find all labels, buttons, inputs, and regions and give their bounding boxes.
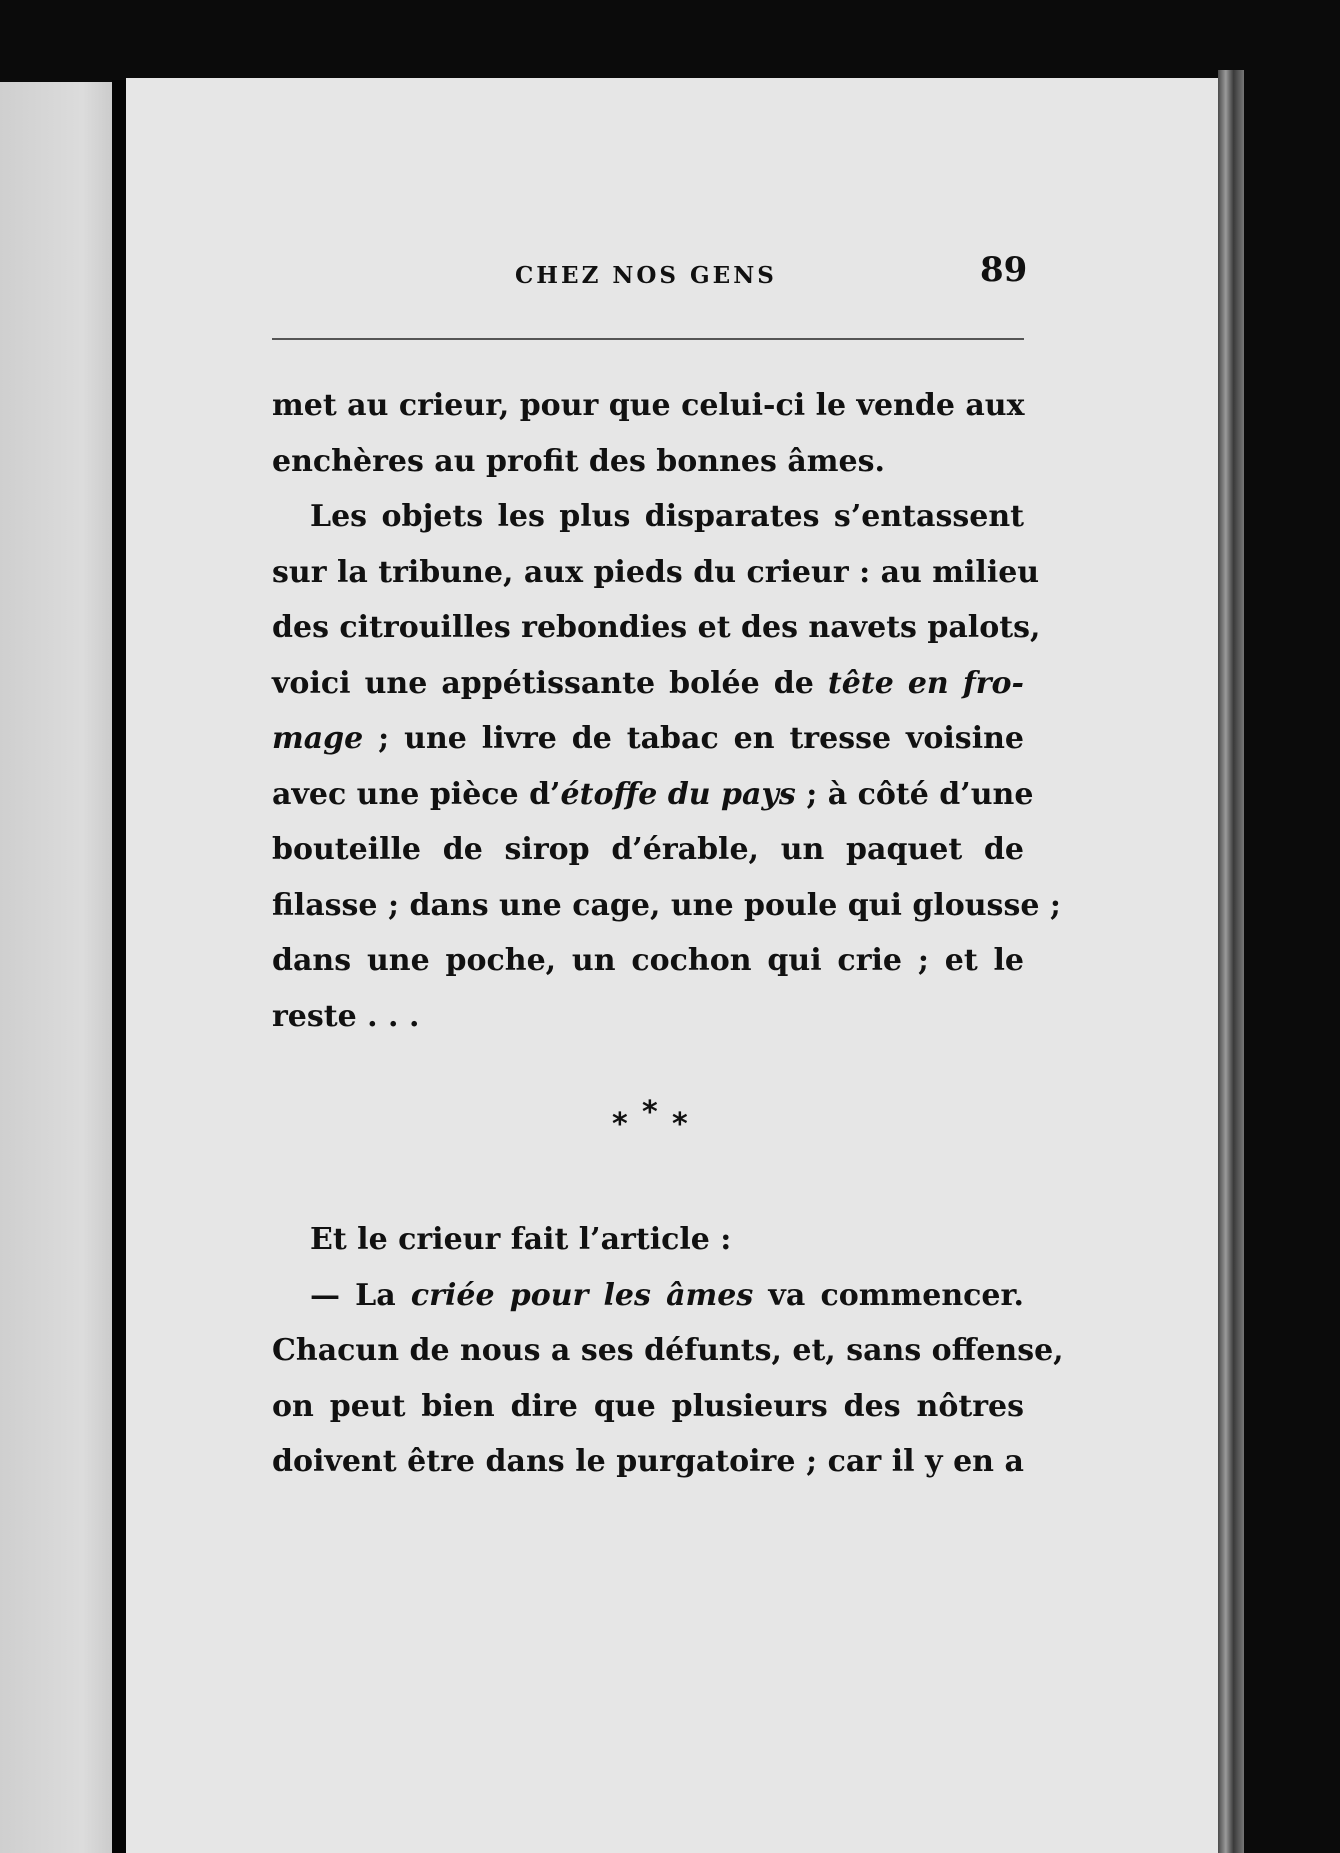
text-line: sur la tribune, aux pieds du crieur : au milieu — [272, 554, 1040, 590]
text-line — [272, 767, 1034, 823]
running-title: CHEZ NOS GENS — [515, 262, 777, 289]
text-line: met au crieur, pour que celui-ci le vende aux — [272, 388, 1025, 423]
text-block-lower — [272, 1212, 1064, 1490]
text-run: va commencer. — [753, 1277, 1024, 1313]
facing-page-edge — [0, 82, 118, 1853]
text-line: filasse ; dans une cage, une poule qui glousse ; — [272, 887, 1061, 923]
text-line: des citrouilles rebondies et des navets palots, — [272, 610, 1041, 645]
text-line: bouteille de sirop d’érable, un paquet de — [272, 832, 1024, 867]
italic-run: étoffe du pays — [560, 776, 796, 812]
text-line: enchères au profit des bonnes âmes. — [272, 443, 885, 479]
text-line — [272, 656, 1024, 712]
text-block-upper — [272, 378, 1061, 1044]
text-line: doivent être dans le purgatoire ; car il y en a — [272, 1444, 1024, 1479]
separator-star: * — [642, 1095, 658, 1130]
text-line: reste . . . — [272, 998, 420, 1034]
page-stack-edge — [1218, 70, 1244, 1853]
text-line: Les objets les plus disparates s’entassent — [310, 499, 1024, 534]
text-line: Et le crieur fait l’article : — [310, 1222, 732, 1257]
book-gutter — [112, 80, 126, 1853]
text-line: Chacun de nous a ses défunts, et, sans offense, — [272, 1333, 1064, 1368]
text-run: avec une pièce d’ — [272, 776, 561, 812]
separator-star: * — [672, 1107, 688, 1142]
text-line — [272, 711, 1024, 767]
text-run: ; à côté d’une — [795, 776, 1034, 812]
text-run: ; une livre de tabac en tresse voisine — [363, 721, 1024, 756]
text-line — [272, 1268, 1024, 1324]
italic-run: mage — [272, 721, 364, 756]
text-run: — La — [310, 1277, 411, 1313]
text-line: dans une poche, un cochon qui crie ; et le — [272, 943, 1024, 978]
header-rule — [272, 338, 1024, 340]
text-line: on peut bien dire que plusieurs des nôtres — [272, 1388, 1024, 1424]
page-number: 89 — [980, 250, 1028, 290]
separator-star: * — [612, 1107, 628, 1142]
italic-run: tête en fro- — [827, 665, 1024, 701]
text-run: voici une appétissante bolée de — [272, 665, 828, 701]
italic-run: criée pour les âmes — [410, 1277, 754, 1313]
section-separator — [612, 1095, 692, 1145]
